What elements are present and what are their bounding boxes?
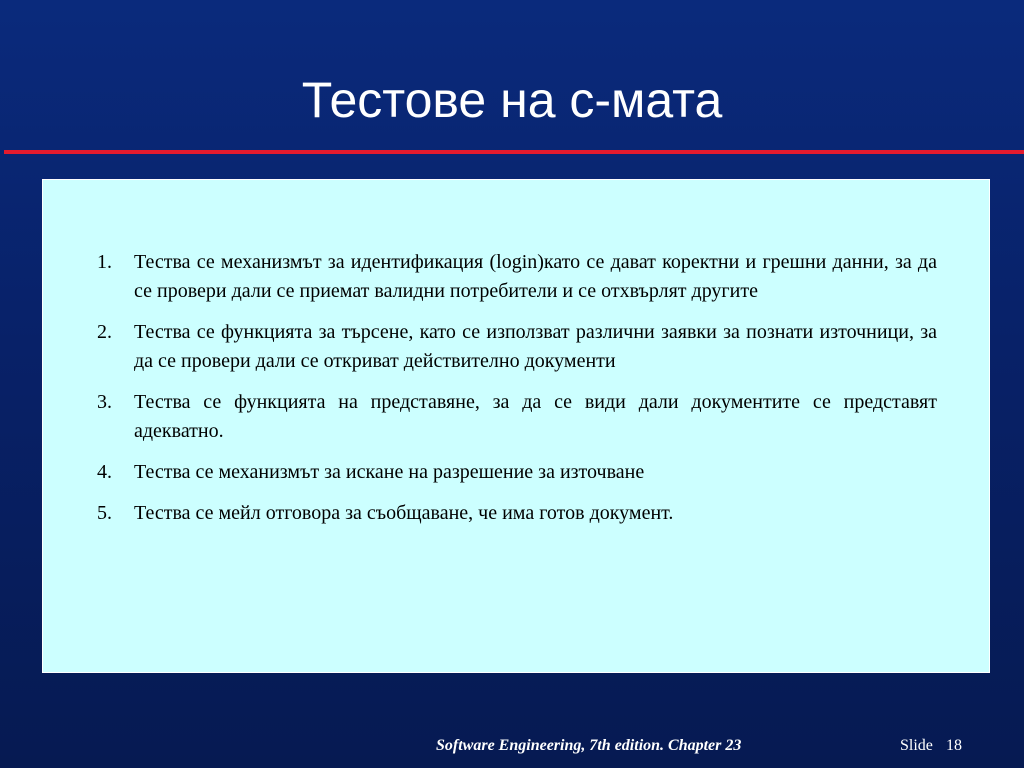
list-item (97, 458, 937, 487)
slide-label: Slide (900, 737, 933, 754)
list-item (97, 388, 937, 446)
list-item-text: Тества се механизмът за искане на разрешение за източване (134, 461, 645, 483)
list-item-number: 2. (97, 321, 112, 343)
title-divider (4, 150, 1024, 154)
list-item-number: 5. (97, 502, 112, 524)
list-item-text: Тества се механизмът за идентификация (login)като се дават коректни и грешни данни, за да се провери дали се приемат валидни потребители и се отхвърлят другите (134, 251, 937, 302)
list-item (97, 248, 937, 306)
footer-citation: Software Engineering, 7th edition. Chapter 23 (436, 737, 742, 754)
list-item-text: Тества се функцията на представяне, за да се види дали документите се представят адекватно. (134, 391, 937, 442)
test-list (97, 248, 937, 540)
list-item-text: Тества се функцията за търсене, като се използват различни заявки за познати източници, за да се провери дали се откриват действително документи (134, 321, 937, 372)
content-box (42, 179, 990, 673)
list-item (97, 318, 937, 376)
slide-title: Тестове на с-мата (301, 72, 723, 128)
list-item-number: 4. (97, 461, 112, 483)
list-item-number: 1. (97, 251, 112, 273)
list-item (97, 499, 937, 528)
slide-number: 18 (946, 737, 962, 754)
list-item-number: 3. (97, 391, 112, 413)
list-item-text: Тества се мейл отговора за съобщаване, че има готов документ. (134, 502, 674, 524)
